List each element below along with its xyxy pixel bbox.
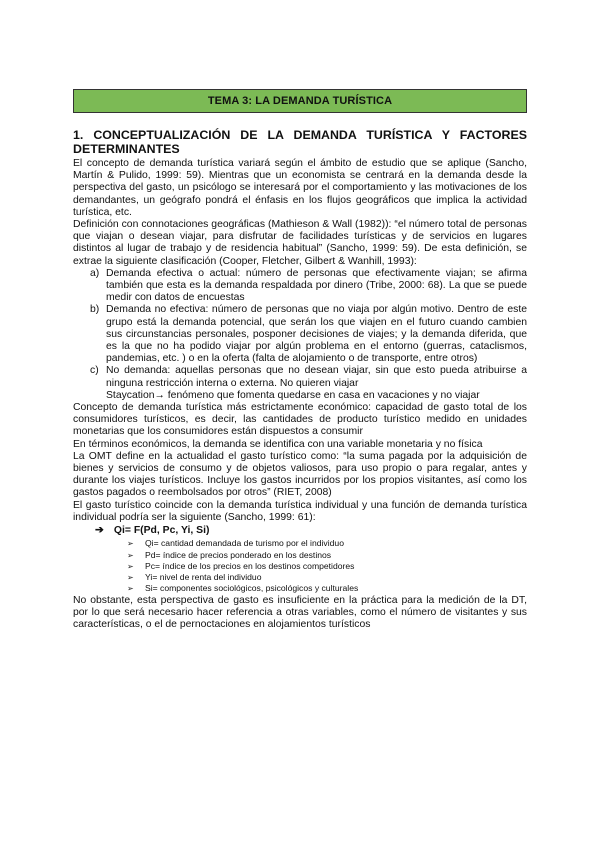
classification-list xyxy=(73,268,527,390)
variable-item xyxy=(127,572,527,583)
arrow-icon: ➔ xyxy=(95,525,104,537)
variable-item xyxy=(127,583,527,594)
paragraph-conclusion: No obstante, esta perspectiva de gasto es insuficiente en la práctica para la medición de la DT, por lo que será necesario hacer referencia a otras variables, como el número de visitantes y sus características, o el de pernoctaciones en alojamientos turísticos xyxy=(73,594,527,631)
variable-text: Qi= cantidad demandada de turismo por el individuo xyxy=(145,538,344,549)
list-item-text: Demanda no efectiva: número de personas que no viaja por algún motivo. Dentro de este grupo está la demanda potencial, que serán los que viajen en el futuro cuando cambien sus circunstancias personales, posponer decisiones de viajes; y la demanda diferida, que es la que no ha podido viajar por algún problema en el entorno (guerras, cataclismos, pandemias, etc. ) o en la oferta (falta de alojamiento o de transporte, entre otros) xyxy=(106,304,527,365)
list-item xyxy=(73,365,527,389)
staycation-note: Staycation→ fenómeno que fomenta quedarse en casa en vacaciones y no viajar xyxy=(106,389,480,401)
list-marker: a) xyxy=(90,267,100,279)
paragraph-omt-definition: La OMT define en la actualidad el gasto turístico como: “la suma pagada por la adquisición de bienes y servicios de consumo y de objetos valiosos, para uso propio o para regalar, antes y durante los viajes turísticos. Incluye los gastos incurridos por los propios visitantes, así como los gastos pagados o reembolsados por otros” (RIET, 2008) xyxy=(73,450,527,499)
variable-item xyxy=(127,538,527,549)
paragraph-economic-terms: En términos económicos, la demanda se identifica con una variable monetaria y no física xyxy=(73,438,483,450)
arrowhead-bullet-icon: ➢ xyxy=(127,550,134,560)
list-item-text: No demanda: aquellas personas que no desean viajar, sin que esto pueda atribuirse a ninguna restricción interna o externa. No quieren viajar xyxy=(106,365,527,389)
paragraph-economic-concept: Concepto de demanda turística más estrictamente económico: capacidad de gasto total de los consumidores turísticos, es decir, las cantidades de producto turístico medido en unidades monetarias que los consumidores están dispuestos a consumir xyxy=(73,402,527,438)
paragraph-geographic-definition: Definición con connotaciones geográficas (Mathieson & Wall (1982)): “el número total de personas que viajan o desean viajar, para disfrutar de facilidades turísticas y de servicios en lugares distintos al lugar de trabajo y de residencia habitual” (Sancho, 1999: 59). De esta definición, se extrae la siguiente clasificación (Cooper, Fletcher, Gilbert & Wanhill, 1993): xyxy=(73,219,527,267)
paragraph-demand-function: El gasto turístico coincide con la demanda turística individual y una función de demanda turística individual podría ser la siguiente (Sancho, 1999: 61): xyxy=(73,499,527,523)
list-item xyxy=(73,304,527,365)
list-item xyxy=(73,268,527,305)
variable-item xyxy=(127,550,527,561)
paragraph-intro: El concepto de demanda turística variará según el ámbito de estudio que se aplique (Sancho, Martín & Pulido, 1999: 59). Mientras que un economista se centrará en la demanda desde la perspectiva del gasto, un psicólogo se interesará por el comportamiento y las motivaciones de los demandantes, un geógrafo pondrá el énfasis en los flujos geográficos que implica la actividad turística, etc. xyxy=(73,158,527,218)
variable-text: Pc= índice de los precios en los destinos competidores xyxy=(145,560,355,571)
variable-item xyxy=(127,561,527,572)
arrowhead-bullet-icon: ➢ xyxy=(127,573,134,583)
variable-text: Yi= nivel de renta del individuo xyxy=(145,572,262,583)
variable-text: Si= componentes sociológicos, psicológicos y culturales xyxy=(145,583,359,594)
section-heading: 1. CONCEPTUALIZACIÓN DE LA DEMANDA TURÍSTICA Y FACTORES DETERMINANTES xyxy=(73,128,527,156)
demand-formula xyxy=(73,525,527,537)
arrowhead-bullet-icon: ➢ xyxy=(127,561,134,571)
list-marker: c) xyxy=(90,365,99,377)
arrowhead-bullet-icon: ➢ xyxy=(127,539,134,549)
variable-list xyxy=(73,538,527,594)
page-title: TEMA 3: LA DEMANDA TURÍSTICA xyxy=(207,94,393,107)
variable-text: Pd= índice de precios ponderado en los destinos xyxy=(145,549,332,560)
list-marker: b) xyxy=(90,304,100,316)
document-body xyxy=(73,128,527,631)
title-banner xyxy=(73,89,527,113)
arrowhead-bullet-icon: ➢ xyxy=(127,584,134,594)
list-item-text: Demanda efectiva o actual: número de personas que efectivamente viajan; se afirma también que esta es la demanda respaldada por dinero (Tribe, 2000: 68). La que se puede medir con datos de encuestas xyxy=(106,267,527,304)
formula-text: Qi= F(Pd, Pc, Yi, Si) xyxy=(113,525,210,537)
